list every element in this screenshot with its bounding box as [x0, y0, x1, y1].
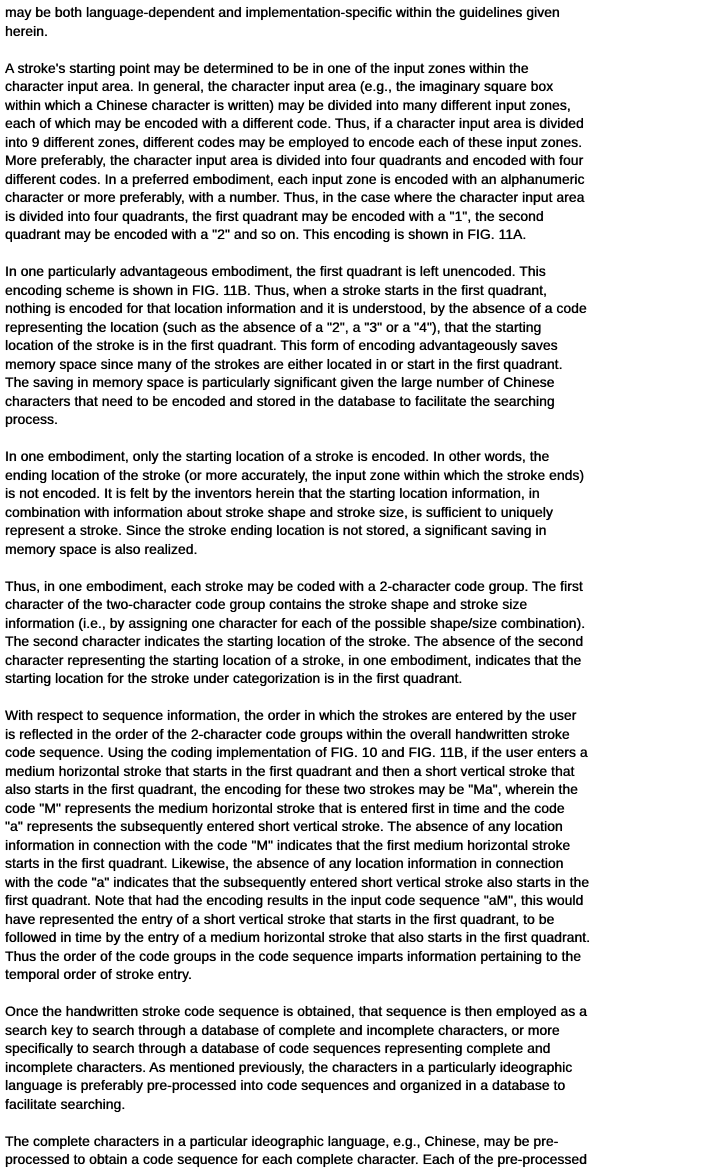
text-line: In one embodiment, only the starting location of a stroke is encoded. In other words, the: [5, 449, 550, 464]
text-line: quadrant may be encoded with a "2" and so on. This encoding is shown in FIG. 11A.: [5, 227, 527, 242]
text-line: code "M" represents the medium horizontal stroke that is entered first in time and the code: [5, 800, 565, 816]
text-line: process.: [5, 412, 58, 427]
text-line: starting location for the stroke under categorization is in the first quadrant.: [5, 671, 463, 686]
paragraph: [5, 263, 708, 430]
text-line: character representing the starting location of a stroke, in one embodiment, indicates that the: [5, 652, 582, 668]
paragraph: [5, 448, 708, 559]
text-line: incomplete characters. As mentioned previously, the characters in a particularly ideographic: [5, 1059, 573, 1075]
text-line: search key to search through a database of complete and incomplete characters, or more: [5, 1022, 560, 1038]
text-line: "a" represents the subsequently entered short vertical stroke. The absence of any location: [5, 819, 563, 834]
text-line: facilitate searching.: [5, 1096, 126, 1112]
text-line: is reflected in the order of the 2-character code groups within the overall handwritten stroke: [5, 726, 570, 742]
paragraph: [5, 1133, 708, 1169]
text-line: combination with information about stroke shape and stroke size, is sufficient to uniquely: [5, 504, 553, 520]
text-line: with the code "a" indicates that the subsequently entered short vertical stroke also starts in the: [5, 874, 590, 890]
text-line: is divided into four quadrants, the first quadrant may be encoded with a "1", the second: [5, 208, 544, 224]
text-line: also starts in the first quadrant, the encoding for these two strokes may be "Ma", wherein the: [5, 782, 578, 797]
paragraph: [5, 60, 708, 245]
text-line: The second character indicates the starting location of the stroke. The absence of the second: [5, 634, 584, 649]
text-line: different codes. In a preferred embodiment, each input zone is encoded with an alphanumeric: [5, 171, 585, 187]
text-line: is not encoded. It is felt by the inventors herein that the starting location information, in: [5, 486, 540, 501]
text-line: Thus, in one embodiment, each stroke may be coded with a 2-character code group. The first: [5, 578, 583, 594]
text-line: herein.: [5, 23, 48, 39]
text-line: characters that need to be encoded and stored in the database to facilitate the searching: [5, 393, 555, 409]
text-line: may be both language-dependent and implementation-specific within the guidelines given: [5, 5, 560, 20]
paragraph: [5, 4, 708, 41]
text-line: Thus the order of the code groups in the code sequence imparts information pertaining to the: [5, 948, 581, 964]
text-line: each of which may be encoded with a different code. Thus, if a character input area is divided: [5, 116, 584, 131]
text-line: character or more preferably, with a number. Thus, in the case where the character input area: [5, 190, 585, 205]
text-line: location of the stroke is in the first quadrant. This form of encoding advantageously saves: [5, 338, 558, 353]
text-line: character of the two-character code group contains the stroke shape and stroke size: [5, 597, 528, 612]
document-body: [5, 4, 708, 1169]
paragraph: [5, 578, 708, 689]
text-line: followed in time by the entry of a medium horizontal stroke that also starts in the first quadrant.: [5, 930, 591, 945]
text-line: temporal order of stroke entry.: [5, 967, 192, 982]
paragraph: [5, 707, 708, 985]
text-line: memory space since many of the strokes are either located in or start in the first quadrant.: [5, 356, 563, 372]
text-line: representing the location (such as the absence of a "2", a "3" or a "4"), that the starting: [5, 319, 542, 335]
text-line: Once the handwritten stroke code sequence is obtained, that sequence is then employed as a: [5, 1004, 587, 1019]
text-line: specifically to search through a database of code sequences representing complete and: [5, 1041, 551, 1056]
text-line: The saving in memory space is particularly significant given the large number of Chinese: [5, 375, 555, 390]
text-line: code sequence. Using the coding implementation of FIG. 10 and FIG. 11B, if the user enters a: [5, 745, 588, 760]
text-line: encoding scheme is shown in FIG. 11B. Thus, when a stroke starts in the first quadrant,: [5, 282, 547, 298]
text-line: The complete characters in a particular ideographic language, e.g., Chinese, may be pre-: [5, 1133, 559, 1149]
paragraph: [5, 1003, 708, 1114]
text-line: medium horizontal stroke that starts in the first quadrant and then a short vertical stroke that: [5, 763, 575, 779]
text-line: More preferably, the character input area is divided into four quadrants and encoded with four: [5, 153, 584, 168]
text-line: starts in the first quadrant. Likewise, the absence of any location information in connection: [5, 856, 564, 871]
text-line: within which a Chinese character is written) may be divided into many different input zones,: [5, 97, 571, 113]
text-line: represent a stroke. Since the stroke ending location is not stored, a significant saving in: [5, 523, 547, 538]
text-line: have represented the entry of a short vertical stroke that starts in the first quadrant, to be: [5, 911, 555, 927]
text-line: nothing is encoded for that location information and it is understood, by the absence of a code: [5, 301, 587, 316]
text-line: first quadrant. Note that had the encoding results in the input code sequence "aM", this would: [5, 893, 584, 908]
text-line: processed to obtain a code sequence for each complete character. Each of the pre-processed: [5, 1152, 587, 1167]
text-line: With respect to sequence information, the order in which the strokes are entered by the user: [5, 708, 577, 723]
text-line: A stroke's starting point may be determined to be in one of the input zones within the: [5, 60, 529, 76]
text-line: information (i.e., by assigning one character for each of the possible shape/size combination).: [5, 615, 586, 631]
text-line: ending location of the stroke (or more accurately, the input zone within which the stroke ends): [5, 467, 585, 483]
text-line: language is preferably pre-processed into code sequences and organized in a database to: [5, 1078, 566, 1093]
text-line: information in connection with the code "M" indicates that the first medium horizontal stroke: [5, 837, 571, 853]
text-line: character input area. In general, the character input area (e.g., the imaginary square box: [5, 79, 554, 94]
text-line: In one particularly advantageous embodiment, the first quadrant is left unencoded. This: [5, 264, 546, 279]
text-line: into 9 different zones, different codes may be employed to encode each of these input zones.: [5, 134, 583, 150]
text-line: memory space is also realized.: [5, 541, 198, 557]
